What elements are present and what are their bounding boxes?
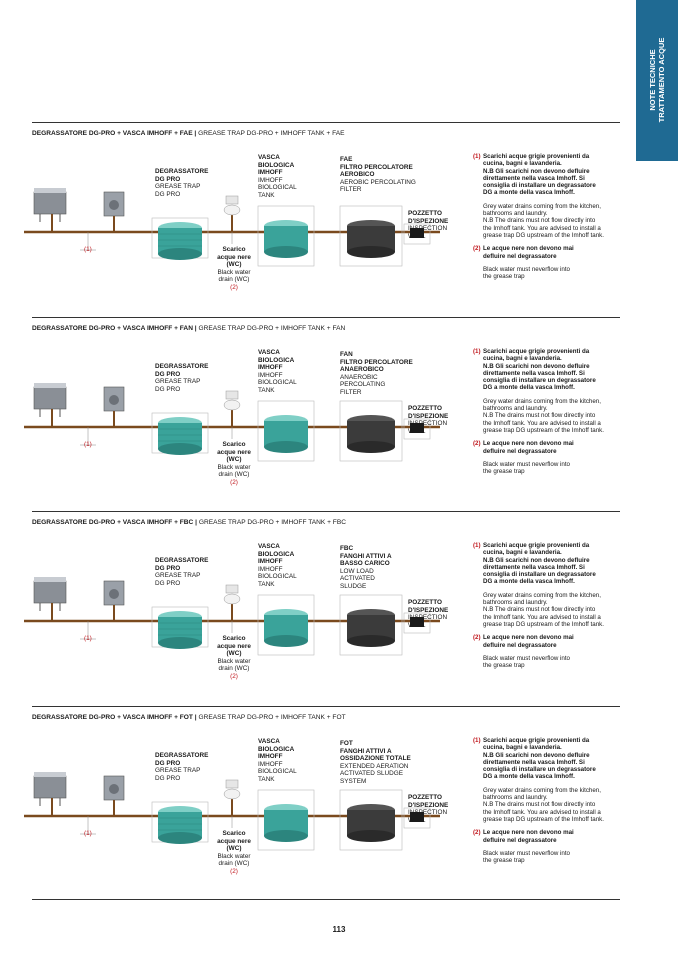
ref1-label: (1) [84, 246, 92, 253]
side-tab-text [648, 38, 666, 123]
filter-label: FOT FANGHI ATTIVI A OSSIDAZIONE TOTALE EXTENDED AERATION ACTIVATED SLUDGE SYSTEM [340, 740, 411, 785]
ref1-label: (1) [84, 441, 92, 448]
vasca-imhoff-label: VASCA BIOLOGICA IMHOFF IMHOFF BIOLOGICAL TANK [258, 154, 297, 199]
scheme-section-1 [0, 122, 636, 317]
imhoff-tank-icon [258, 790, 314, 850]
pozzetto-label: POZZETTO D'ISPEZIONE INSPECTION WELL [408, 405, 449, 435]
grease-trap-tank-icon [152, 413, 208, 455]
section-title: DEGRASSATORE DG-PRO + VASCA IMHOFF + FAE | GREASE TRAP DG-PRO + IMHOFF TANK + FAE [32, 130, 345, 137]
degrassatore-label: DEGRASSATORE DG PRO GREASE TRAP DG PRO [155, 557, 209, 587]
notes-block: (1) Scarichi acque grigie provenienti da cucina, bagni e lavanderia. N.B Gli scarichi non devono defluire direttamente nella vasca Imhoff. Si consiglia di installare un degrassatore DG a monte della vasca Imhoff. Grey water drains coming from the kitchen, bathrooms and laundry. N.B The drains must not flow directly into the Imhoff tank. You are advised to install a grease trap DG upstream of the Imhoff tank. (2) Le acque nere non devono mai defluire nel degrassatore Black water must neverflow into the grease trap [473, 348, 604, 476]
scarico-label: Scarico acque nere (WC) Black water drain (WC) (2) [217, 830, 251, 875]
scheme-section-2 [0, 317, 636, 512]
ref1-label: (1) [84, 635, 92, 642]
scarico-label: Scarico acque nere (WC) Black water drain (WC) (2) [217, 441, 251, 486]
notes-block: (1) Scarichi acque grigie provenienti da cucina, bagni e lavanderia. N.B Gli scarichi non devono defluire direttamente nella vasca Imhoff. Si consiglia di installare un degrassatore DG a monte della vasca Imhoff. Grey water drains coming from the kitchen, bathrooms and laundry. N.B The drains must not flow directly into the Imhoff tank. You are advised to install a grease trap DG upstream of the Imhoff tank. (2) Le acque nere non devono mai defluire nel degrassatore Black water must neverflow into the grease trap [473, 737, 604, 865]
filter-label: FBC FANGHI ATTIVI A BASSO CARICO LOW LOAD ACTIVATED SLUDGE [340, 545, 392, 590]
notes-block: (1) Scarichi acque grigie provenienti da cucina, bagni e lavanderia. N.B Gli scarichi non devono defluire direttamente nella vasca Imhoff. Si consiglia di installare un degrassatore DG a monte della vasca Imhoff. Grey water drains coming from the kitchen, bathrooms and laundry. N.B The drains must not flow directly into the Imhoff tank. You are advised to install a grease trap DG upstream of the Imhoff tank. (2) Le acque nere non devono mai defluire nel degrassatore Black water must neverflow into the grease trap [473, 153, 604, 281]
scheme-section-4 [0, 706, 636, 901]
toilet-icon [224, 391, 240, 410]
notes-block: (1) Scarichi acque grigie provenienti da cucina, bagni e lavanderia. N.B Gli scarichi non devono defluire direttamente nella vasca Imhoff. Si consiglia di installare un degrassatore DG a monte della vasca Imhoff. Grey water drains coming from the kitchen, bathrooms and laundry. N.B The drains must not flow directly into the Imhoff tank. You are advised to install a grease trap DG upstream of the Imhoff tank. (2) Le acque nere non devono mai defluire nel degrassatore Black water must neverflow into the grease trap [473, 542, 604, 670]
toilet-icon [224, 196, 240, 215]
section-title: DEGRASSATORE DG-PRO + VASCA IMHOFF + FBC | GREASE TRAP DG-PRO + IMHOFF TANK + FBC [32, 519, 346, 526]
section-title: DEGRASSATORE DG-PRO + VASCA IMHOFF + FOT | GREASE TRAP DG-PRO + IMHOFF TANK + FOT [32, 714, 346, 721]
pozzetto-label: POZZETTO D'ISPEZIONE INSPECTION WELL [408, 599, 449, 629]
side-tab-line1: NOTE TECNICHE [648, 49, 657, 111]
vasca-imhoff-label: VASCA BIOLOGICA IMHOFF IMHOFF BIOLOGICAL TANK [258, 738, 297, 783]
ref1-label: (1) [84, 830, 92, 837]
toilet-icon [224, 780, 240, 799]
side-tab [636, 0, 678, 161]
grease-trap-tank-icon [152, 802, 208, 844]
degrassatore-label: DEGRASSATORE DG PRO GREASE TRAP DG PRO [155, 168, 209, 198]
filter-label: FAE FILTRO PERCOLATORE AEROBICO AEROBIC PERCOLATING FILTER [340, 156, 416, 194]
filter-tank-icon [340, 790, 402, 850]
imhoff-tank-icon [258, 595, 314, 655]
bottom-rule [32, 899, 620, 900]
sink-unit-icon [34, 188, 66, 222]
washing-machine-icon [104, 776, 124, 800]
side-tab-line2: TRATTAMENTO ACQUE [657, 37, 666, 123]
washing-machine-icon [104, 192, 124, 216]
filter-tank-icon [340, 206, 402, 266]
sink-unit-icon [34, 772, 66, 806]
sink-unit-icon [34, 383, 66, 417]
filter-tank-icon [340, 595, 402, 655]
scheme-section-3 [0, 511, 636, 706]
vasca-imhoff-label: VASCA BIOLOGICA IMHOFF IMHOFF BIOLOGICAL TANK [258, 349, 297, 394]
grease-trap-tank-icon [152, 218, 208, 260]
imhoff-tank-icon [258, 401, 314, 461]
washing-machine-icon [104, 387, 124, 411]
toilet-icon [224, 585, 240, 604]
scarico-label: Scarico acque nere (WC) Black water drain (WC) (2) [217, 246, 251, 291]
sink-unit-icon [34, 577, 66, 611]
filter-label: FAN FILTRO PERCOLATORE ANAEROBICO ANAEROBIC PERCOLATING FILTER [340, 351, 413, 396]
scarico-label: Scarico acque nere (WC) Black water drain (WC) (2) [217, 635, 251, 680]
filter-tank-icon [340, 401, 402, 461]
degrassatore-label: DEGRASSATORE DG PRO GREASE TRAP DG PRO [155, 752, 209, 782]
degrassatore-label: DEGRASSATORE DG PRO GREASE TRAP DG PRO [155, 363, 209, 393]
washing-machine-icon [104, 581, 124, 605]
pozzetto-label: POZZETTO D'ISPEZIONE INSPECTION WELL [408, 794, 449, 824]
vasca-imhoff-label: VASCA BIOLOGICA IMHOFF IMHOFF BIOLOGICAL TANK [258, 543, 297, 588]
grease-trap-tank-icon [152, 607, 208, 649]
imhoff-tank-icon [258, 206, 314, 266]
page-number: 113 [332, 925, 346, 934]
pozzetto-label: POZZETTO D'ISPEZIONE INSPECTION WELL [408, 210, 449, 240]
section-title: DEGRASSATORE DG-PRO + VASCA IMHOFF + FAN | GREASE TRAP DG-PRO + IMHOFF TANK + FAN [32, 325, 346, 332]
